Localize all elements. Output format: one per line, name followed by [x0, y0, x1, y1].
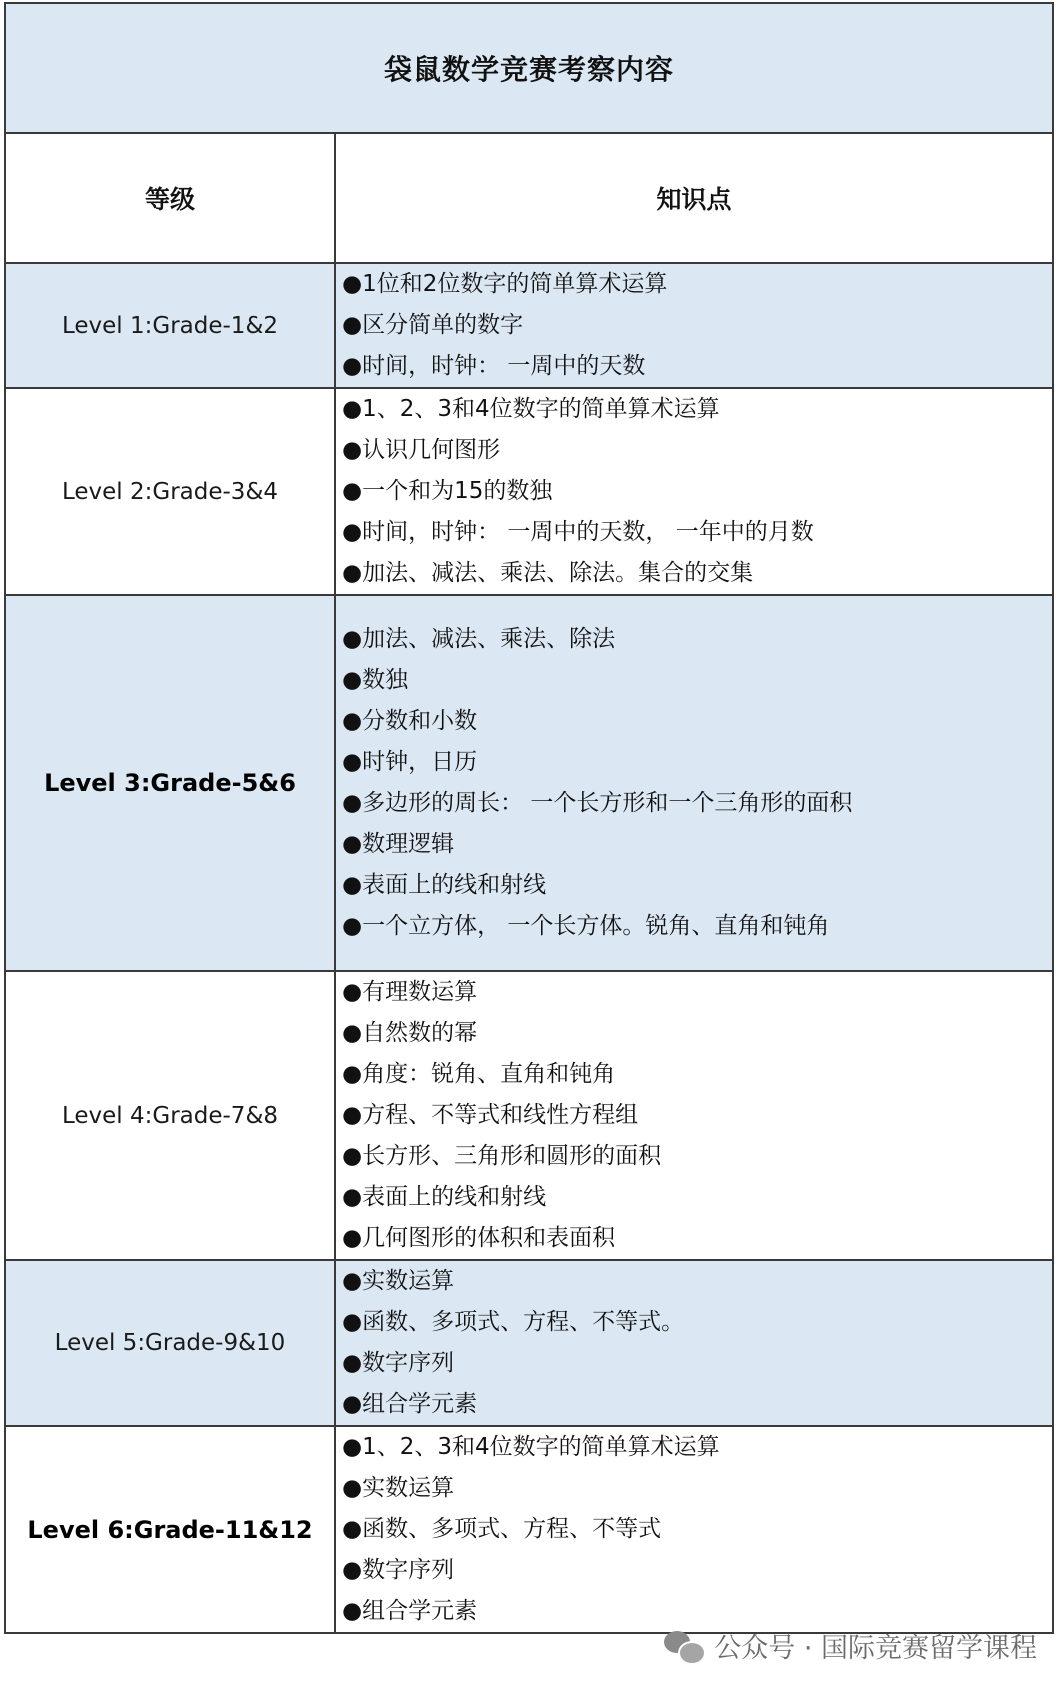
level-cell: Level 5:Grade-9&10 [5, 1260, 335, 1426]
knowledge-item: ●组合学元素 [342, 1598, 478, 1624]
knowledge-cell [335, 971, 1053, 1260]
knowledge-cell [335, 1426, 1053, 1633]
knowledge-item: ●有理数运算 [342, 979, 478, 1005]
knowledge-item: ●区分简单的数字 [342, 312, 524, 338]
knowledge-item: ●1、2、3和4位数字的简单算术运算 [342, 396, 720, 422]
knowledge-item: ●方程、不等式和线性方程组 [342, 1102, 639, 1128]
table-row [5, 971, 1053, 1260]
table-row [5, 1426, 1053, 1633]
knowledge-item: ●自然数的幂 [342, 1020, 478, 1046]
knowledge-item: ●表面上的线和射线 [342, 1184, 547, 1210]
knowledge-item: ●数字序列 [342, 1557, 455, 1583]
knowledge-item: ●多边形的周长： 一个长方形和一个三角形的面积 [342, 790, 853, 816]
knowledge-item: ●时间，时钟： 一周中的天数， 一年中的月数 [342, 519, 814, 545]
table-row [5, 1260, 1053, 1426]
knowledge-item: ●数理逻辑 [342, 831, 455, 857]
title-row [5, 3, 1053, 133]
table-title: 袋鼠数学竞赛考察内容 [5, 3, 1053, 133]
knowledge-cell [335, 388, 1053, 595]
knowledge-item: ●1、2、3和4位数字的简单算术运算 [342, 1434, 720, 1460]
table-row [5, 388, 1053, 595]
knowledge-item: ●实数运算 [342, 1268, 455, 1294]
knowledge-item: ●长方形、三角形和圆形的面积 [342, 1143, 662, 1169]
knowledge-item: ●加法、减法、乘法、除法。集合的交集 [342, 560, 754, 586]
knowledge-item: ●时钟，日历 [342, 749, 478, 775]
knowledge-item: ●函数、多项式、方程、不等式。 [342, 1309, 685, 1335]
knowledge-item: ●角度：锐角、直角和钝角 [342, 1061, 616, 1087]
knowledge-item: ●数独 [342, 667, 409, 693]
level-cell: Level 6:Grade-11&12 [5, 1426, 335, 1633]
knowledge-item: ●一个立方体， 一个长方体。锐角、直角和钝角 [342, 913, 830, 939]
knowledge-item: ●组合学元素 [342, 1391, 478, 1417]
level-cell: Level 1:Grade-1&2 [5, 263, 335, 388]
knowledge-item: ●加法、减法、乘法、除法 [342, 626, 616, 652]
header-level: 等级 [5, 133, 335, 263]
knowledge-item: ●认识几何图形 [342, 437, 501, 463]
level-cell: Level 4:Grade-7&8 [5, 971, 335, 1260]
table-row [5, 595, 1053, 971]
watermark-text: 公众号 · 国际竞赛留学课程 [714, 1633, 1037, 1664]
level-cell: Level 3:Grade-5&6 [5, 595, 335, 971]
knowledge-item: ●表面上的线和射线 [342, 872, 547, 898]
knowledge-item: ●实数运算 [342, 1475, 455, 1501]
knowledge-item: ●几何图形的体积和表面积 [342, 1225, 616, 1251]
knowledge-item: ●分数和小数 [342, 708, 478, 734]
table-body [5, 263, 1053, 1633]
knowledge-item: ●函数、多项式、方程、不等式 [342, 1516, 662, 1542]
knowledge-cell [335, 595, 1053, 971]
syllabus-table [4, 2, 1054, 1634]
table-row [5, 263, 1053, 388]
knowledge-cell [335, 1260, 1053, 1426]
knowledge-item: ●1位和2位数字的简单算术运算 [342, 271, 668, 297]
knowledge-item: ●一个和为15的数独 [342, 478, 553, 504]
header-row [5, 133, 1053, 263]
knowledge-item: ●时间，时钟： 一周中的天数 [342, 353, 646, 379]
header-knowledge: 知识点 [335, 133, 1053, 263]
level-cell: Level 2:Grade-3&4 [5, 388, 335, 595]
watermark [664, 1626, 1037, 1665]
knowledge-cell [335, 263, 1053, 388]
knowledge-item: ●数字序列 [342, 1350, 455, 1376]
wechat-icon [664, 1629, 704, 1663]
